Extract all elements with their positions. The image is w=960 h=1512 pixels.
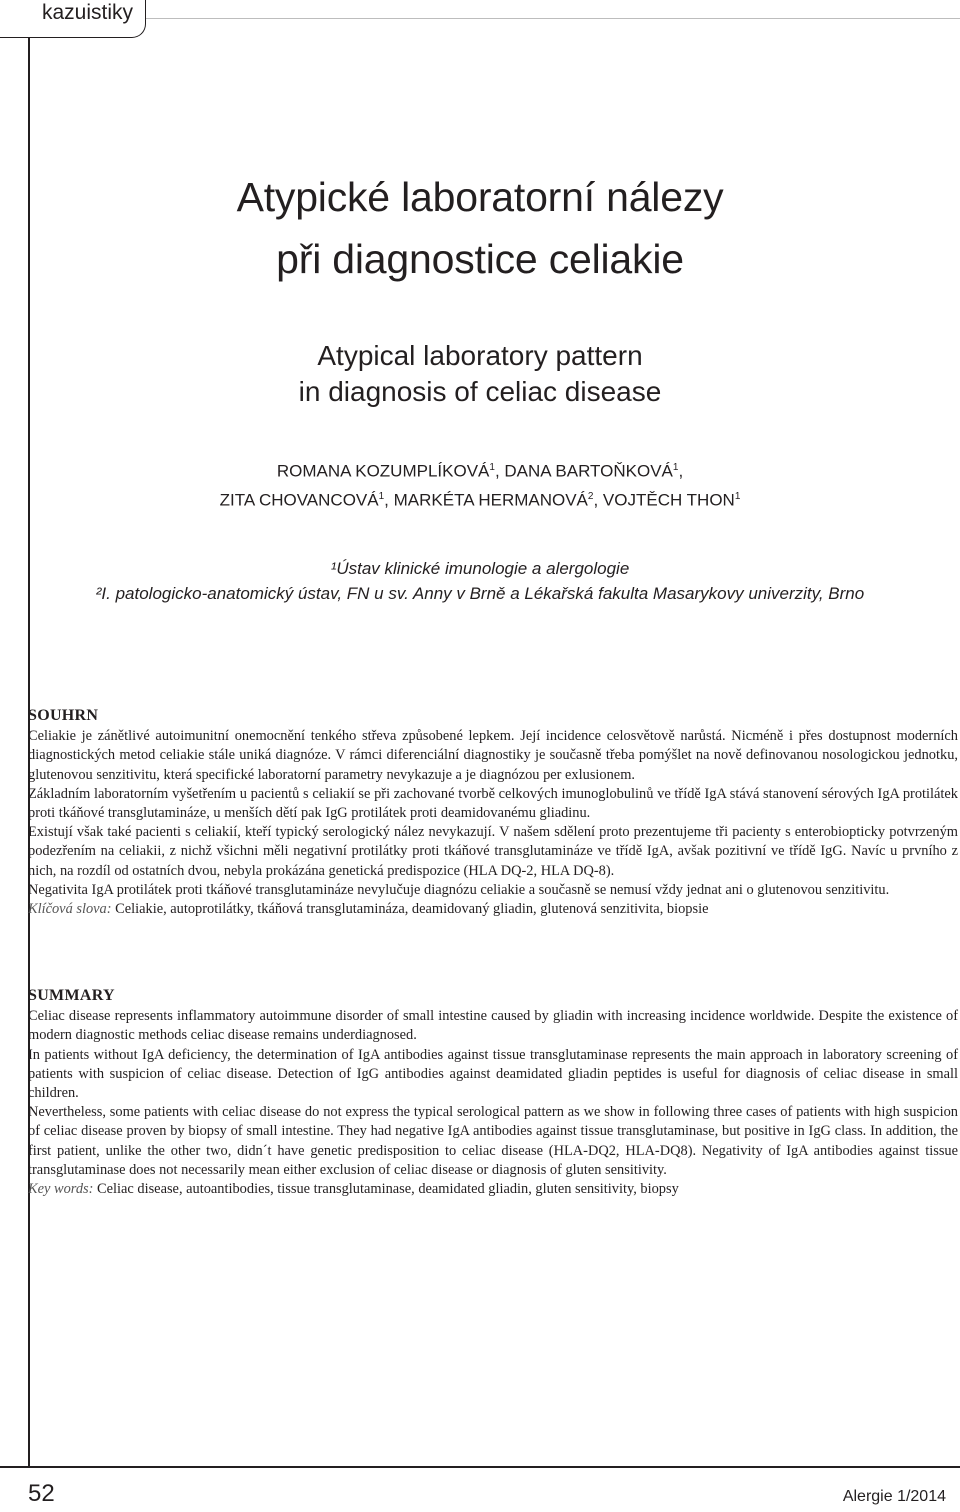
author-name: DANA BARTOŇKOVÁ — [504, 461, 673, 481]
abstract-czech — [28, 706, 958, 919]
abstract-paragraph: Základním laboratorním vyšetřením u pacientů s celiakií se při zachované tvorbě celkových imunoglobulinů ve třídě IgA stává stanovení sérových IgA protilátek proti tkáňové transglutamináze, u menších dětí pak IgG protilátek proti deamidovanému gliadinu. — [28, 785, 958, 822]
author-list — [0, 455, 960, 512]
author-affiliation-mark: 2 — [587, 490, 594, 502]
author-name: ZITA CHOVANCOVÁ — [219, 490, 379, 510]
keywords-label: Key words: — [28, 1181, 94, 1198]
article-title-czech — [0, 166, 960, 290]
affiliation-line: ²I. patologicko-anatomický ústav, FN u sv. Anny v Brně a Lékařská fakulta Masarykovy univerzity, Brno — [95, 584, 865, 603]
keywords-text: Celiac disease, autoantibodies, tissue transglutaminase, deamidated gliadin, gluten sensitivity, biopsy — [97, 1181, 679, 1198]
author-line: ZITA CHOVANCOVÁ$^1$, MARKÉTA HERMANOVÁ$^2$, VOJTĚCH THON$^1$ — [219, 490, 741, 510]
abstract-paragraph: Celiakie je zánětlivé autoimunitní onemocnění tenkého střeva způsobené lepkem. Její incidence celosvětově narůstá. Nicméně i přes dostupnost moderních diagnostických metod celiakie stále uniká diagnóze. V rámci diferenciální diagnostiky je současně třeba pomýšlet na nově definovanou nosologickou jednotku, glutenovou senzitivitu, která specifické laboratorní parametry nevykazuje a je diagnózou per exlusionem. — [28, 728, 958, 783]
affiliation-line: ¹Ústav klinické imunologie a alergologie — [330, 559, 630, 578]
article-title-english — [0, 338, 960, 410]
keywords — [28, 1180, 958, 1199]
abstract-paragraph: Nevertheless, some patients with celiac disease do not express the typical serological pattern as we show in following three cases of patients with high suspicion of celiac disease proven by biopsy of small intestine. They had negative IgA antibodies against tissue transglutaminase, but positive in IgG class. In addition, the first patient, unlike the other two, didn´t have genetic predisposition to celiac disease (HLA-DQ2, HLA-DQ8). Negativity of IgA antibodies against tissue transglutaminase does not necessarily mean either exclusion of celiac disease or diagnosis of gluten sensitivity. — [28, 1104, 958, 1178]
affiliations — [0, 556, 960, 606]
author-affiliation-mark: 1 — [489, 462, 495, 473]
header-rule — [146, 18, 960, 19]
title-line: při diagnostice celiakie — [276, 236, 684, 282]
author-name: MARKÉTA HERMANOVÁ — [393, 490, 588, 510]
author-name: ROMANA KOZUMPLÍKOVÁ — [276, 461, 490, 481]
footer-rule — [0, 1466, 960, 1468]
abstract-paragraph: Existují však také pacienti s celiakií, kteří typický serologický nález nevykazují. V našem sdělení proto prezentujeme tři pacienty s enterobiopticky potvrzeným podezřením na celiakii, z nichž všichni měli negativní protilátky proti tkáňové transglutamináze ve třídě IgA, avšak pozitivní ve třídě IgG. Navíc u prvního z nich, na rozdíl od ostatních dvou, nebyla prokázána genetická predispozice (HLA DQ-2, HLA DQ-8). — [28, 824, 958, 879]
abstract-paragraph: In patients without IgA deficiency, the determination of IgA antibodies against tissue transglutaminase represents the main approach in laboratory screening of patients with suspicion of celiac disease. Detection of IgG antibodies against deamidated gliadin peptides is useful for diagnosis of celiac disease in small children. — [28, 1046, 958, 1102]
author-affiliation-mark: 1 — [734, 490, 741, 502]
author-affiliation-mark: 1 — [378, 490, 385, 502]
keywords-label: Klíčová slova: — [28, 901, 112, 918]
page-number: 52 — [28, 1480, 55, 1507]
section-label: kazuistiky — [42, 1, 134, 24]
abstract-heading: SOUHRN — [28, 707, 99, 724]
title-line: Atypical laboratory pattern — [317, 340, 643, 371]
abstract-english — [28, 986, 958, 1199]
section-tab — [0, 0, 146, 38]
abstract-paragraph: Negativita IgA protilátek proti tkáňové transglutamináze nevylučuje diagnózu celiakie a současně se nemusí vždy jednat ani o glutenovou senzitivitu. — [28, 881, 890, 898]
title-line: Atypické laboratorní nálezy — [236, 174, 724, 220]
abstract-paragraph: Celiac disease represents inflammatory autoimmune disorder of small intestine caused by gliadin with increasing incidence worldwide. Despite the existence of modern diagnostic methods celiac disease remains underdiagnosed. — [28, 1008, 958, 1044]
author-line: ROMANA KOZUMPLÍKOVÁ$^1$, DANA BARTOŇKOVÁ$^1$, — [276, 461, 684, 481]
journal-issue: Alergie 1/2014 — [842, 1488, 946, 1505]
author-affiliation-mark: 1 — [672, 462, 679, 473]
abstract-heading: SUMMARY — [28, 987, 115, 1004]
author-name: VOJTĚCH THON — [602, 490, 735, 510]
keywords-text: Celiakie, autoprotilátky, tkáňová transglutamináza, deamidovaný gliadin, glutenová senzitivita, biopsie — [115, 901, 709, 918]
keywords — [28, 900, 958, 919]
title-line: in diagnosis of celiac disease — [298, 376, 662, 407]
